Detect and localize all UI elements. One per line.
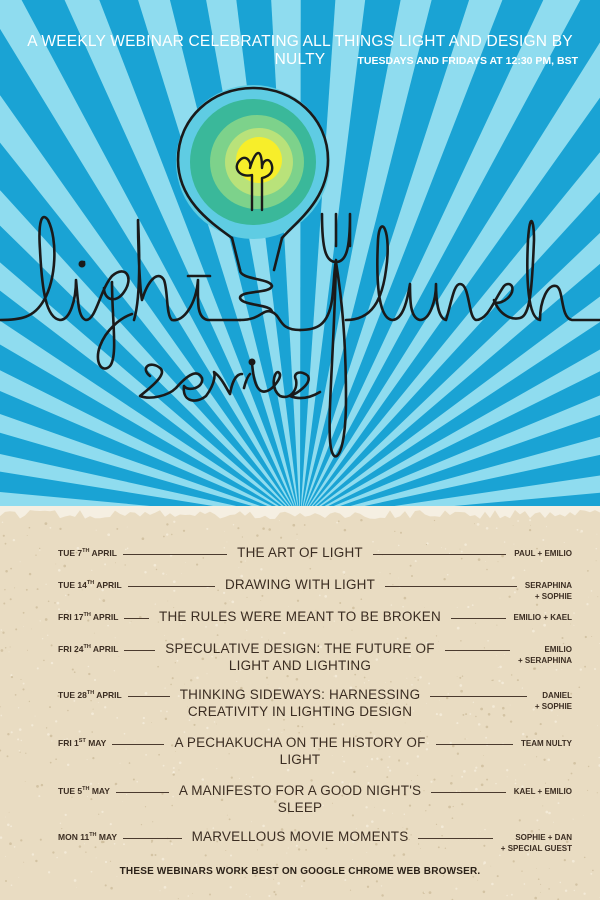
divider-rule xyxy=(116,792,169,793)
schedule-text: TUESDAYS AND FRIDAYS AT 12:30 PM, BST xyxy=(357,55,578,67)
browser-note: THESE WEBINARS WORK BEST ON GOOGLE CHROME WEB BROWSER. xyxy=(119,866,481,877)
divider-rule xyxy=(123,554,227,555)
session-title: SPECULATIVE DESIGN: THE FUTURE OF LIGHT AND LIGHTING xyxy=(165,641,435,673)
session-presenters: KAEL + EMILIO xyxy=(513,787,572,796)
session-presenters: SERAPHINA + SOPHIE xyxy=(524,581,572,601)
session-date: FRI 1ST MAY xyxy=(58,738,107,748)
session-row xyxy=(0,783,600,826)
session-title: DRAWING WITH LIGHT xyxy=(224,577,376,592)
divider-rule xyxy=(385,586,517,587)
session-title: A MANIFESTO FOR A GOOD NIGHT'S SLEEP xyxy=(178,783,422,815)
divider-rule xyxy=(128,696,170,697)
divider-rule xyxy=(128,586,215,587)
session-row xyxy=(0,735,600,778)
session-date: TUE 28TH APRIL xyxy=(58,690,122,700)
session-date: TUE 7TH APRIL xyxy=(58,548,117,558)
session-date: FRI 17TH APRIL xyxy=(58,612,119,622)
session-presenters: EMILIO + SERAPHINA xyxy=(517,645,572,665)
session-presenters: EMILIO + KAEL xyxy=(513,613,572,622)
divider-rule xyxy=(451,618,506,619)
session-presenters: SOPHIE + DAN + SPECIAL GUEST xyxy=(500,833,572,853)
session-presenters: PAUL + EMILIO xyxy=(514,549,572,558)
session-date: TUE 5TH MAY xyxy=(58,786,110,796)
session-title: MARVELLOUS MOVIE MOMENTS xyxy=(191,829,409,844)
session-presenters: DANIEL + SOPHIE xyxy=(534,691,572,711)
session-row xyxy=(0,687,600,730)
session-row xyxy=(0,641,600,684)
lightbulb-icon xyxy=(176,85,330,312)
divider-rule xyxy=(445,650,510,651)
divider-rule xyxy=(112,744,164,745)
divider-rule xyxy=(418,838,492,839)
light-lettering xyxy=(0,214,600,456)
session-title: THINKING SIDEWAYS: HARNESSING CREATIVITY IN LIGHTING DESIGN xyxy=(179,687,421,719)
session-title: THE RULES WERE MEANT TO BE BROKEN xyxy=(159,609,441,624)
divider-rule xyxy=(436,744,514,745)
divider-rule xyxy=(123,838,182,839)
divider-rule xyxy=(431,792,506,793)
divider-rule xyxy=(124,618,149,619)
session-date: FRI 24TH APRIL xyxy=(58,644,119,654)
session-title: THE ART OF LIGHT xyxy=(237,545,363,560)
session-date: MON 11TH MAY xyxy=(58,832,118,842)
tagline: A WEEKLY WEBINAR CELEBRATING ALL THINGS LIGHT AND DESIGN BY NULTY xyxy=(27,33,573,68)
divider-rule xyxy=(373,554,506,555)
session-presenters: TEAM NULTY xyxy=(521,739,572,748)
divider-rule xyxy=(430,696,527,697)
session-date: TUE 14TH APRIL xyxy=(58,580,122,590)
session-title: A PECHAKUCHA ON THE HISTORY OF LIGHT xyxy=(174,735,426,767)
divider-rule xyxy=(124,650,155,651)
